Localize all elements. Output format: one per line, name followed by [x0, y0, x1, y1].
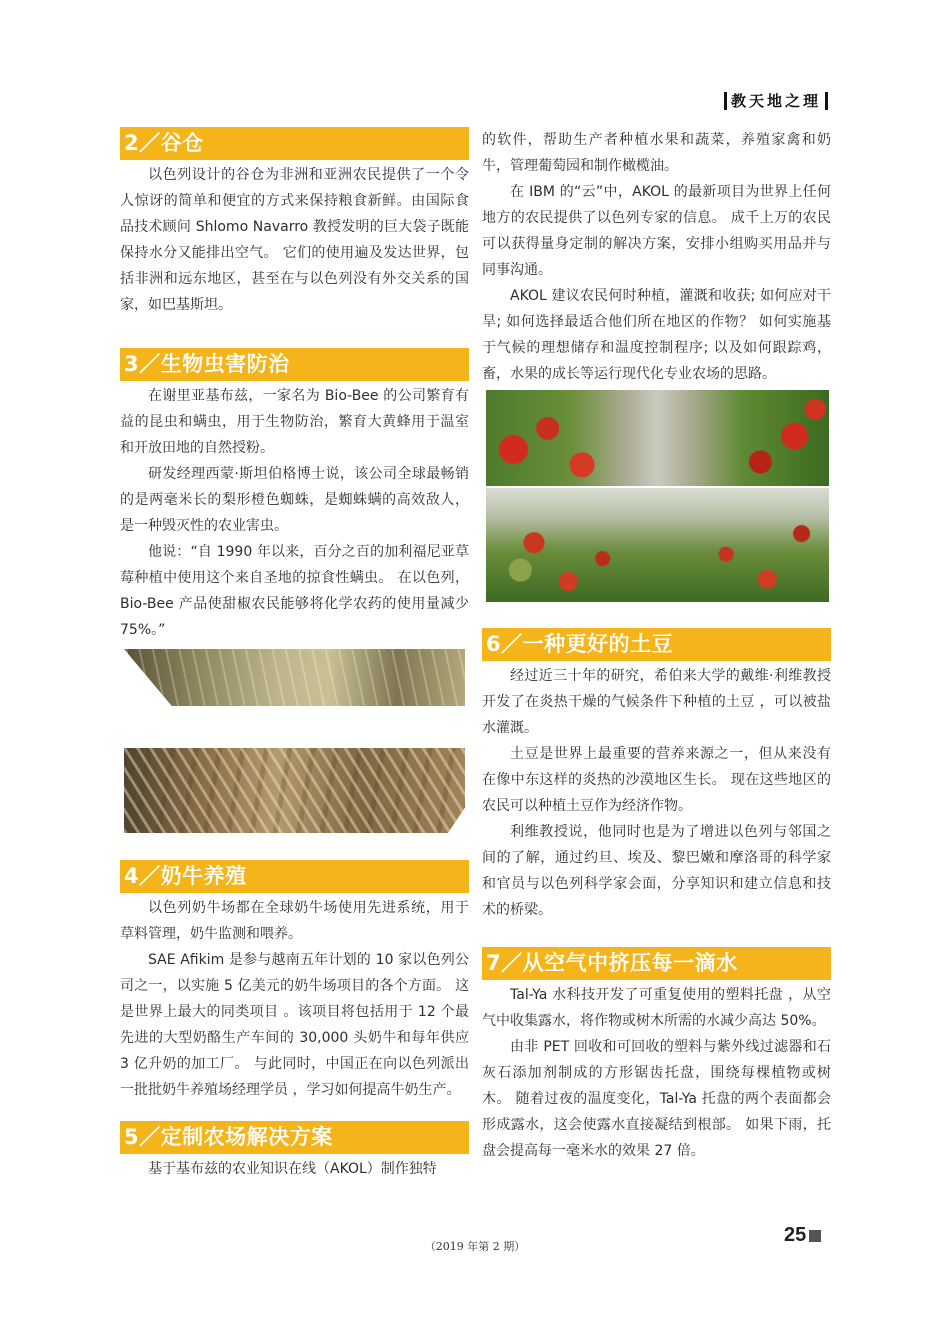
page-number [784, 1224, 821, 1247]
magazine-column-header: 教天地之理 [724, 92, 828, 110]
water-paragraph-2: 由非 PET 回收和可回收的塑料与紫外线过滤器和石灰石添加剂制成的方形锯齿托盘，围绕每棵植物或树木。 随着过夜的温度变化，Tal-Ya 托盘的两个表面都会形成露水，这会使露水直接凝结到根部。 如果下雨，托盘会提高每一毫米水的效果 27 倍。 [482, 1039, 831, 1159]
farm-solutions-paragraph-1: 基于基布兹的农业知识在线（AKOL）制作独特 [148, 1161, 437, 1177]
right-column [482, 127, 831, 1164]
dairy-paragraph-1: 以色列奶牛场都在全球奶牛场使用先进系统，用于草料管理，奶牛监测和喂养。 [120, 900, 469, 942]
square-marker-icon [809, 1230, 821, 1242]
page-number-value: 25 [784, 1224, 807, 1246]
section-heading-pest-control: 3／生物虫害防治 [120, 348, 469, 381]
pest-control-paragraph-2: 研发经理西蒙·斯坦伯格博士说，该公司全球最畅销的是两毫米长的梨形橙色蜘蛛，是蜘蛛螨的高效敌人，是一种毁灭性的农业害虫。 [120, 466, 469, 534]
dairy-paragraph-2: SAE Afikim 是参与越南五年计划的 10 家以色列公司之一，以实施 5 亿美元的奶牛场项目的各个方面。 这是世界上最大的同类项目 。该项目将包括用于 12 个最先进的大型奶酪生产车间的 30,000 头奶牛和每年供应 3 亿升奶的加工厂。 与此同时，中国正在向以色列派出一批批奶牛养殖场经理学员 ，学习如何提高牛奶生产。 [120, 952, 469, 1098]
tomato-greenhouse-photo-top [486, 390, 829, 486]
farm-solutions-paragraph-1-continued: 的软件，帮助生产者种植水果和蔬菜，养殖家禽和奶牛，管理葡萄园和制作橄榄油。 [482, 132, 831, 174]
issue-footer: （2019 年第 2 期） [424, 1240, 526, 1253]
pest-control-paragraph-3: 他说：“自 1990 年以来，百分之百的加利福尼亚草莓种植中使用这个来自圣地的掠食性螨虫。 在以色列，Bio-Bee 产品使甜椒农民能够将化学农药的使用量减少 75%。” [120, 544, 469, 638]
section-heading-dairy: 4／奶牛养殖 [120, 860, 469, 893]
wheat-photo-bottom [124, 748, 465, 833]
granary-paragraph-1: 以色列设计的谷仓为非洲和亚洲农民提供了一个令人惊讶的简单和便宜的方式来保持粮食新鲜。由国际食品技术顾问 Shlomo Navarro 教授发明的巨大袋子既能保持水分又能排出空气。 它们的使用遍及发达世界，包括非洲和远东地区，甚至在与以色列没有外交关系的国家，如巴基斯坦。 [120, 167, 469, 313]
farm-solutions-paragraph-2: 在 IBM 的“云”中，AKOL 的最新项目为世界上任何地方的农民提供了以色列专家的信息。 成千上万的农民可以获得量身定制的解决方案，安排小组购买用品并与同事沟通。 [482, 184, 831, 278]
wheat-photo-top [124, 649, 465, 706]
section-heading-farm-solutions: 5／定制农场解决方案 [120, 1121, 469, 1154]
section-heading-water: 7／从空气中挤压每一滴水 [482, 947, 831, 980]
tomato-greenhouse-photo-bottom [486, 488, 829, 602]
farm-solutions-paragraph-3: AKOL 建议农民何时种植，灌溉和收获; 如何应对干旱; 如何选择最适合他们所在地区的作物？ 如何实施基于气候的理想储存和温度控制程序; 以及如何跟踪鸡，畜，水果的成长等运行现代化专业农场的思路。 [482, 288, 831, 382]
section-heading-potato: 6／一种更好的土豆 [482, 628, 831, 661]
potato-paragraph-3: 利维教授说，他同时也是为了增进以色列与邻国之间的了解，通过约旦、埃及、黎巴嫩和摩洛哥的科学家和官员与以色列科学家会面，分享知识和建立信息和技术的桥梁。 [482, 824, 831, 918]
section-heading-granary: 2／谷仓 [120, 127, 469, 160]
potato-paragraph-2: 土豆是世界上最重要的营养来源之一，但从来没有在像中东这样的炎热的沙漠地区生长。 现在这些地区的农民可以种植土豆作为经济作物。 [482, 746, 831, 814]
left-column [120, 127, 469, 1182]
water-paragraph-1: Tal-Ya 水科技开发了可重复使用的塑料托盘 ，从空气中收集露水，将作物或树木所需的水减少高达 50%。 [482, 987, 831, 1029]
potato-paragraph-1: 经过近三十年的研究，希伯来大学的戴维·利维教授开发了在炎热干燥的气候条件下种植的土豆 ，可以被盐水灌溉。 [482, 668, 831, 736]
pest-control-paragraph-1: 在谢里亚基布兹，一家名为 Bio-Bee 的公司繁育有益的昆虫和螨虫，用于生物防治，繁育大黄蜂用于温室和开放田地的自然授粉。 [120, 388, 469, 456]
